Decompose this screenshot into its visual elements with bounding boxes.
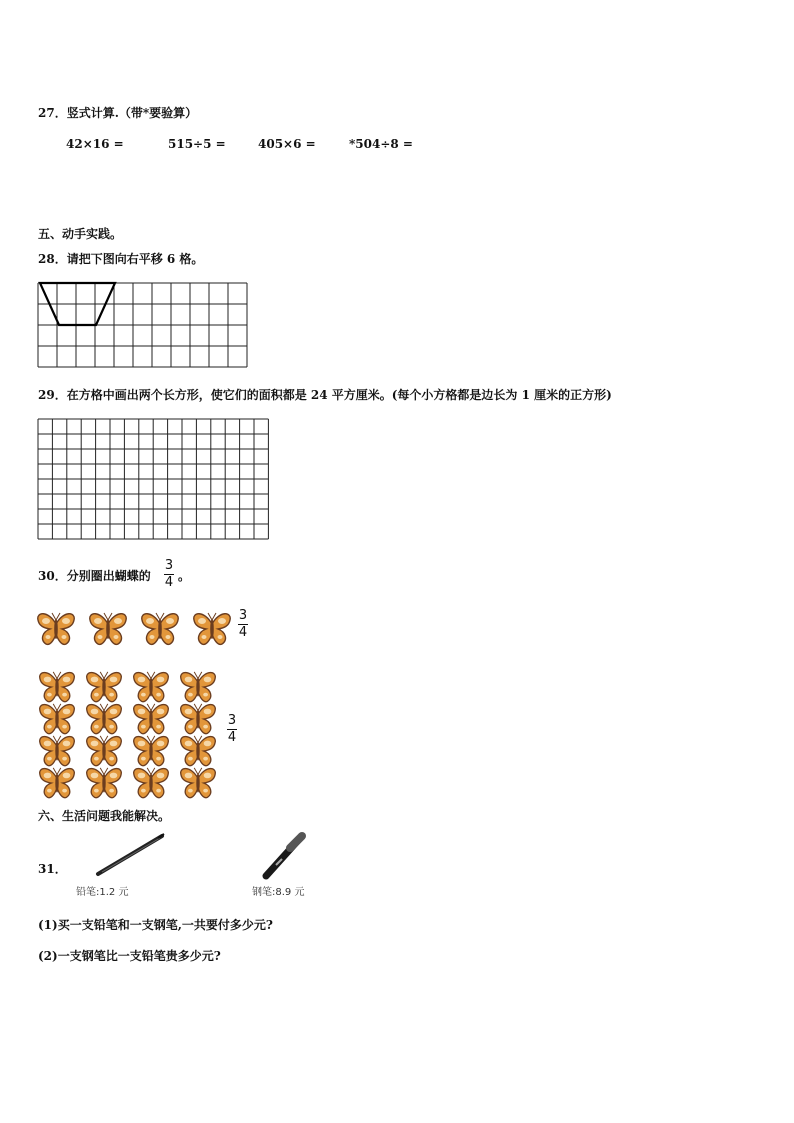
butterfly-icon (134, 768, 169, 798)
butterfly-icon (40, 736, 75, 766)
q29-grid (38, 419, 270, 541)
butterfly-row-group (36, 608, 236, 650)
butterfly-icon (40, 704, 75, 734)
butterfly-grid-group (38, 669, 228, 797)
butterfly-icon (87, 736, 122, 766)
section6-title: 六、生活问题我能解决。 (38, 809, 171, 823)
butterfly-icon (40, 672, 75, 702)
pencil-icon (94, 832, 166, 878)
butterfly-icon (194, 613, 230, 644)
grid-fraction (227, 714, 237, 745)
butterfly-icon (38, 613, 74, 644)
pen-price-label: 钢笔:8.9 元 (252, 887, 305, 898)
q31-sub1: (1)买一支铅笔和一支钢笔,一共要付多少元? (38, 918, 273, 932)
q28-grid (38, 283, 248, 369)
q29-title: 29．在方格中画出两个长方形，使它们的面积都是 24 平方厘米。(每个小方格都是边长为 1 厘米的正方形) (38, 388, 612, 402)
q31-sub2: (2)一支钢笔比一支铅笔贵多少元? (38, 949, 221, 963)
row-fraction (238, 609, 248, 640)
q28-title: 28．请把下图向右平移 6 格。 (38, 252, 204, 266)
butterfly-icon (134, 672, 169, 702)
butterfly-icon (87, 672, 122, 702)
butterfly-icon (142, 613, 178, 644)
butterfly-icon (181, 768, 216, 798)
fraction-numerator: 3 (238, 608, 248, 623)
q30-title-suffix: 。 (178, 569, 191, 583)
fraction-denominator: 4 (238, 625, 248, 640)
q30-title-fraction (164, 559, 174, 590)
calc-item-4: *504÷8 = (349, 137, 413, 151)
section5-title: 五、动手实践。 (38, 227, 123, 241)
fraction-denominator: 4 (227, 730, 237, 745)
calc-item-1: 42×16 = (66, 137, 124, 151)
butterfly-icon (40, 768, 75, 798)
fraction-numerator: 3 (227, 713, 237, 728)
butterfly-icon (134, 704, 169, 734)
fraction-numerator: 3 (164, 558, 174, 573)
butterfly-icon (134, 736, 169, 766)
calc-item-3: 405×6 = (258, 137, 316, 151)
calc-item-2: 515÷5 = (168, 137, 226, 151)
q27-title: 27．竖式计算.（带*要验算） (38, 106, 198, 120)
butterfly-icon (181, 704, 216, 734)
pen-icon (262, 832, 306, 880)
butterfly-icon (90, 613, 126, 644)
butterfly-icon (87, 768, 122, 798)
q30-title-prefix: 30．分别圈出蝴蝶的 (38, 569, 151, 583)
fraction-denominator: 4 (164, 575, 174, 590)
butterfly-icon (87, 704, 122, 734)
q31-number: 31． (38, 862, 67, 876)
butterfly-icon (181, 736, 216, 766)
butterfly-icon (181, 672, 216, 702)
pencil-price-label: 铅笔:1.2 元 (76, 887, 129, 898)
